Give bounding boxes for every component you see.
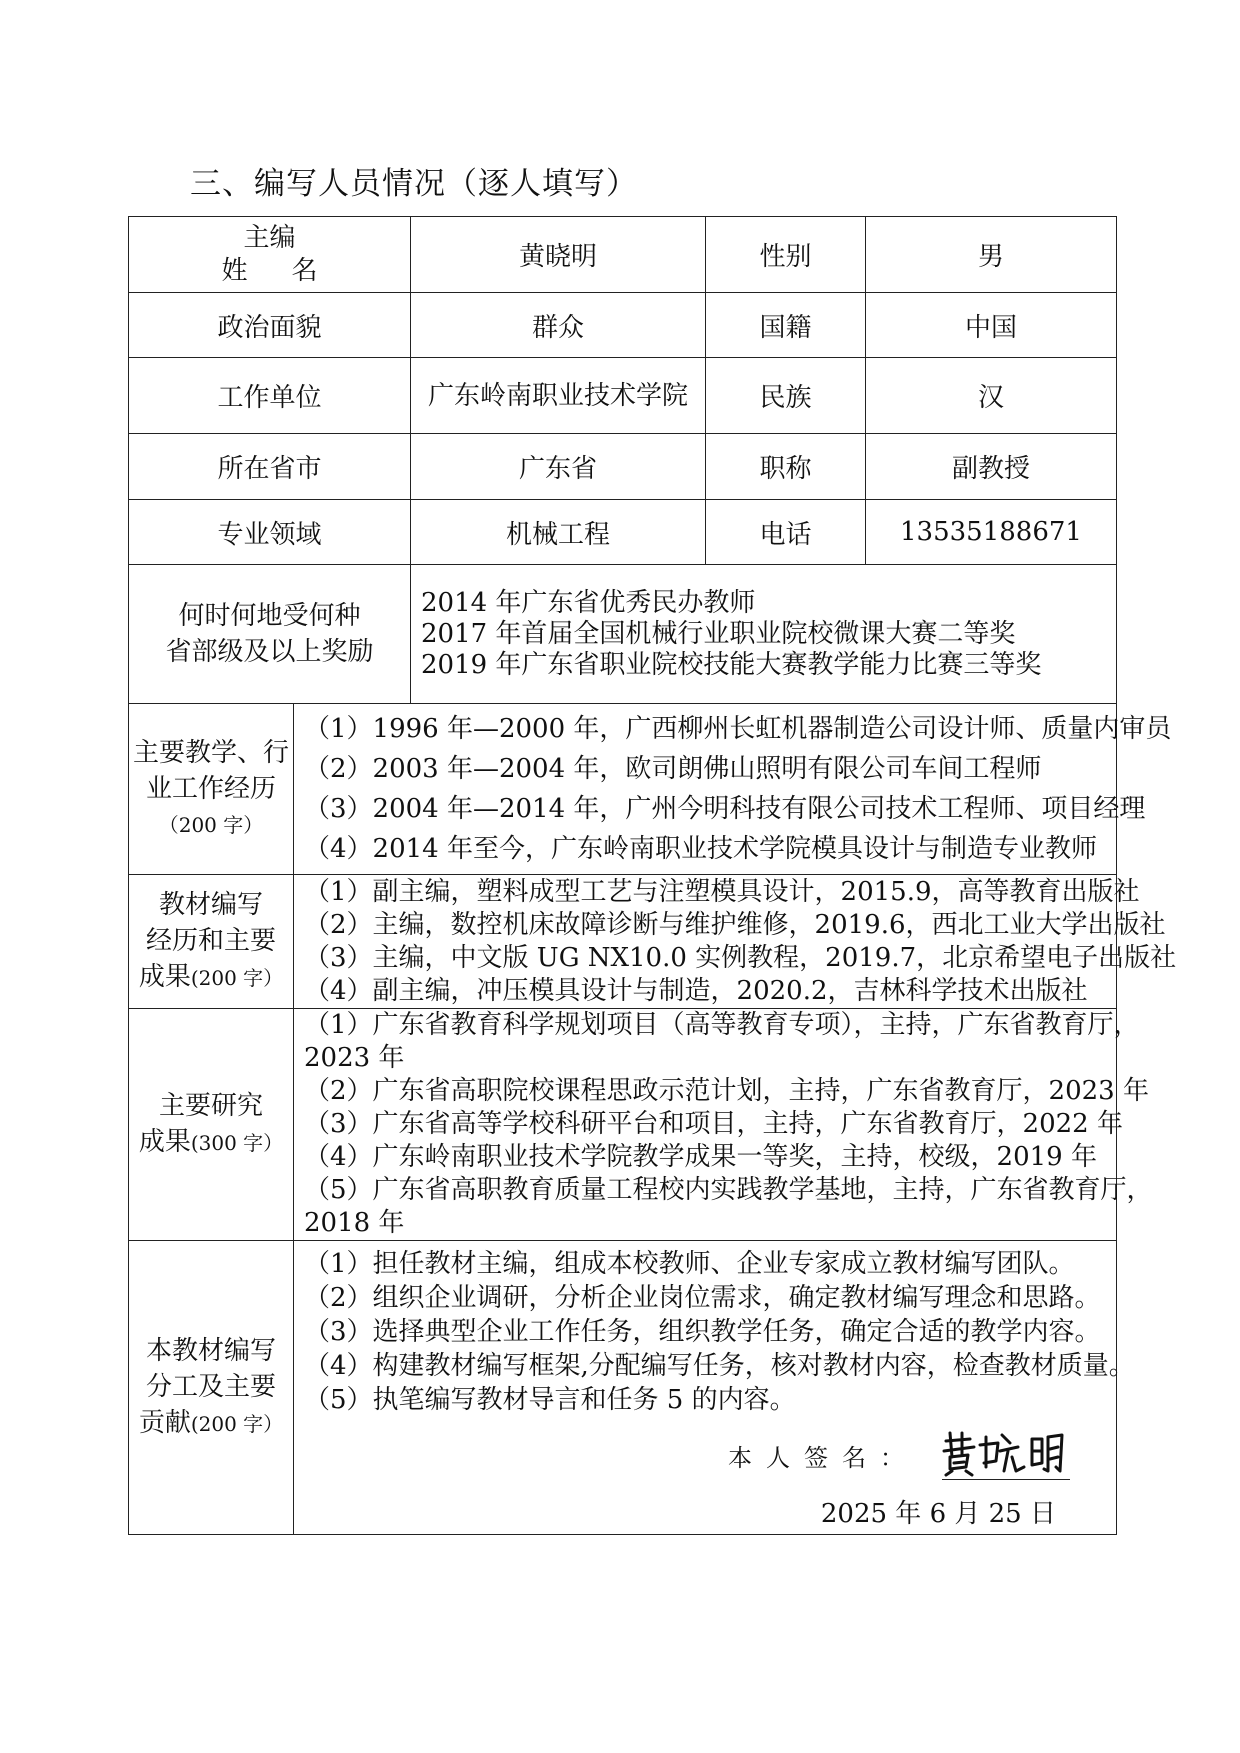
contribution-label-line1: 本教材编写: [145, 1336, 276, 1366]
row-name: [129, 217, 1117, 293]
gender-value: 男: [866, 217, 1117, 293]
nationality-label: 国籍: [706, 293, 866, 358]
role-label: 主编: [243, 222, 296, 253]
textbooks-label-count: (200 字）: [190, 966, 284, 990]
handwritten-signature: [940, 1427, 1070, 1477]
ethnicity-value: 汉: [866, 358, 1117, 434]
page-heading: 三、编写人员情况（逐人填写）: [190, 166, 638, 202]
field-label: 专业领域: [129, 500, 411, 565]
awards-label-line2: 省部级及以上奖励: [165, 637, 374, 667]
contribution-list: [294, 1241, 1135, 1535]
textbook-item: （2）主编，数控机床故障诊断与维护维修，2019.6，西北工业大学出版社: [304, 909, 1166, 940]
awards-label-line1: 何时何地受何种: [178, 601, 361, 631]
textbooks-label-line1: 教材编写: [158, 890, 263, 920]
title-value: 副教授: [866, 434, 1117, 500]
research-label-line2: [129, 1124, 293, 1161]
row-employer: [129, 358, 1117, 434]
row-research: [129, 1009, 1117, 1241]
contribution-label-line2: 分工及主要: [145, 1372, 276, 1402]
name-label-cell: [129, 217, 411, 293]
textbooks-label-line2: 经历和主要: [145, 926, 276, 956]
signature-date: 2025 年 6 月 25 日: [820, 1499, 1056, 1529]
awards-list: [411, 565, 1117, 704]
contribution-label-line3: [129, 1405, 293, 1442]
award-item: 2019 年广东省职业院校技能大赛教学能力比赛三等奖: [421, 649, 1042, 680]
contribution-item: （2）组织企业调研，分析企业岗位需求，确定教材编写理念和思路。: [304, 1283, 1101, 1313]
gender-label: 性别: [706, 217, 866, 293]
row-province: [129, 434, 1117, 500]
title-label: 职称: [706, 434, 866, 500]
research-label-count: (300 字）: [190, 1131, 284, 1155]
experience-label-line3: （200 字）: [158, 813, 264, 837]
political-label: 政治面貌: [129, 293, 411, 358]
research-line: 2018 年: [304, 1208, 405, 1238]
research-line: （2）广东省高职院校课程思政示范计划，主持，广东省教育厅，2023 年: [304, 1076, 1149, 1106]
research-label-line1: 主要研究: [158, 1091, 263, 1121]
research-line: （4）广东岭南职业技术学院教学成果一等奖，主持，校级，2019 年: [304, 1142, 1097, 1172]
research-line: （3）广东省高等学校科研平台和项目，主持，广东省教育厅，2022 年: [304, 1109, 1123, 1139]
experience-label-line2: 业工作经历: [145, 774, 276, 804]
textbook-item: （3）主编，中文版 UG NX10.0 实例教程，2019.7，北京希望电子出版社: [304, 942, 1177, 973]
row-textbooks: [129, 875, 1117, 1009]
contribution-item: （3）选择典型企业工作任务，组织教学任务，确定合适的教学内容。: [304, 1317, 1101, 1347]
research-line: （1）广东省教育科学规划项目（高等教育专项），主持，广东省教育厅，: [304, 1010, 1140, 1040]
name-value: 黄晓明: [411, 217, 706, 293]
experience-item: （4）2014 年至今，广东岭南职业技术学院模具设计与制造专业教师: [304, 834, 1097, 864]
research-label: [129, 1009, 294, 1241]
employer-label: 工作单位: [129, 358, 411, 434]
award-item: 2017 年首届全国机械行业职业院校微课大赛二等奖: [421, 618, 1016, 649]
experience-list: [294, 704, 1172, 875]
textbooks-label-line3-text: 成果: [138, 962, 191, 992]
experience-item: （2）2003 年—2004 年，欧司朗佛山照明有限公司车间工程师: [304, 754, 1042, 784]
awards-label: [129, 565, 411, 704]
research-line: （5）广东省高职教育质量工程校内实践教学基地，主持，广东省教育厅，: [304, 1175, 1153, 1205]
textbooks-list: [294, 875, 1177, 1009]
contribution-item: （1）担任教材主编，组成本校教师、企业专家成立教材编写团队。: [304, 1249, 1075, 1279]
row-contribution: [129, 1241, 1117, 1535]
province-label: 所在省市: [129, 434, 411, 500]
contribution-item: （5）执笔编写教材导言和任务 5 的内容。: [304, 1385, 796, 1415]
experience-item: （3）2004 年—2014 年，广州今明科技有限公司技术工程师、项目经理: [304, 794, 1146, 824]
political-value: 群众: [411, 293, 706, 358]
textbooks-label: [129, 875, 294, 1009]
experience-label-line1: 主要教学、行: [132, 738, 289, 768]
signature-label: 本人签名：: [728, 1444, 918, 1472]
award-item: 2014 年广东省优秀民办教师: [421, 587, 756, 618]
name-label-char2: 名: [291, 255, 318, 286]
textbooks-label-line3: [129, 959, 293, 996]
row-awards: [129, 565, 1117, 704]
nationality-value: 中国: [866, 293, 1117, 358]
ethnicity-label: 民族: [706, 358, 866, 434]
research-label-line2-text: 成果: [138, 1127, 191, 1157]
contribution-item: （4）构建教材编写框架,分配编写任务，核对教材内容，检查教材质量。: [304, 1351, 1135, 1381]
phone-label: 电话: [706, 500, 866, 565]
row-political: [129, 293, 1117, 358]
contribution-label-count: (200 字）: [190, 1412, 284, 1436]
contribution-label-line3-text: 贡献: [138, 1408, 191, 1438]
row-field: [129, 500, 1117, 565]
research-line: 2023 年: [304, 1043, 405, 1073]
name-label: [129, 255, 410, 288]
author-info-table: [128, 216, 1177, 1535]
textbook-item: （4）副主编，冲压模具设计与制造，2020.2，吉林科学技术出版社: [304, 975, 1088, 1006]
contribution-label: [129, 1241, 294, 1535]
experience-item: （1）1996 年—2000 年，广西柳州长虹机器制造公司设计师、质量内审员: [304, 714, 1172, 744]
province-value: 广东省: [411, 434, 706, 500]
textbook-item: （1）副主编，塑料成型工艺与注塑模具设计，2015.9，高等教育出版社: [304, 876, 1140, 907]
employer-value: 广东岭南职业技术学院: [411, 358, 706, 434]
name-label-char1: 姓: [221, 255, 248, 286]
signature-underline: [942, 1479, 1070, 1480]
research-list: [294, 1009, 1153, 1241]
signature-row: [304, 1433, 1108, 1481]
experience-label: [129, 704, 294, 875]
phone-value: 13535188671: [866, 500, 1117, 565]
field-value: 机械工程: [411, 500, 706, 565]
row-experience: [129, 704, 1117, 875]
